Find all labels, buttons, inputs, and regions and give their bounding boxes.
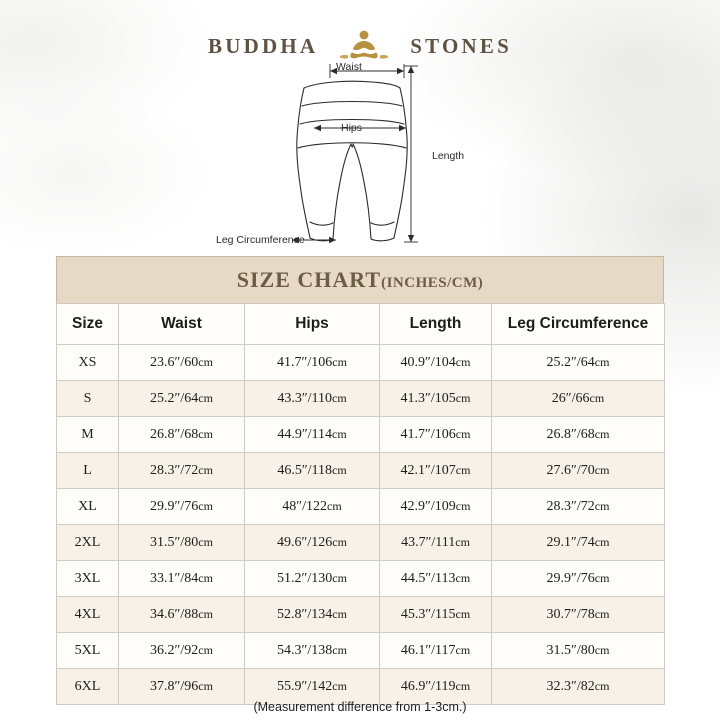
cell-waist: 31.5″/80cm: [119, 525, 245, 561]
cell-size: XS: [57, 345, 119, 381]
cell-waist: 33.1″/84cm: [119, 561, 245, 597]
table-row: [57, 345, 665, 381]
cell-length: 43.7″/111cm: [380, 525, 492, 561]
table-row: [57, 561, 665, 597]
cell-waist: 28.3″/72cm: [119, 453, 245, 489]
unit-suffix: cm: [332, 534, 347, 549]
unit-suffix: cm: [332, 678, 347, 693]
table-row: [57, 417, 665, 453]
unit-suffix: cm: [594, 606, 610, 621]
cell-waist: 34.6″/88cm: [119, 597, 245, 633]
diagram-label-hips: Hips: [341, 122, 363, 134]
size-chart-title-text: SIZE CHART: [236, 267, 382, 292]
cell-hips: 49.6″/126cm: [245, 525, 380, 561]
measurement-diagram: [0, 52, 720, 252]
brand-name-right: STONES: [410, 33, 512, 58]
unit-suffix: cm: [455, 426, 471, 441]
cell-hips: 46.5″/118cm: [245, 453, 380, 489]
unit-suffix: cm: [594, 570, 610, 585]
cell-length: 46.9″/119cm: [380, 669, 492, 705]
cell-waist: 23.6″/60cm: [119, 345, 245, 381]
unit-suffix: cm: [198, 354, 213, 369]
unit-suffix: cm: [594, 426, 610, 441]
cell-leg-circumference: 27.6″/70cm: [492, 453, 665, 489]
pants-outline-icon: [0, 52, 720, 252]
cell-waist: 25.2″/64cm: [119, 381, 245, 417]
cell-length: 42.9″/109cm: [380, 489, 492, 525]
unit-suffix: cm: [455, 678, 471, 693]
unit-suffix: cm: [198, 426, 213, 441]
cell-leg-circumference: 25.2″/64cm: [492, 345, 665, 381]
cell-hips: 44.9″/114cm: [245, 417, 380, 453]
table-row: [57, 633, 665, 669]
cell-waist: 36.2″/92cm: [119, 633, 245, 669]
cell-hips: 43.3″/110cm: [245, 381, 380, 417]
measurement-footnote: (Measurement difference from 1-3cm.): [253, 700, 467, 714]
cell-length: 46.1″/117cm: [380, 633, 492, 669]
unit-suffix: cm: [594, 354, 610, 369]
cell-length: 45.3″/115cm: [380, 597, 492, 633]
unit-suffix: cm: [198, 642, 213, 657]
unit-suffix: cm: [594, 534, 610, 549]
unit-suffix: cm: [455, 390, 471, 405]
column-header-hips: Hips: [245, 304, 380, 345]
cell-size: 4XL: [57, 597, 119, 633]
cell-waist: 29.9″/76cm: [119, 489, 245, 525]
diagram-label-leg-circumference: Leg Circumference: [216, 234, 305, 246]
unit-suffix: cm: [332, 606, 347, 621]
cell-length: 41.7″/106cm: [380, 417, 492, 453]
cell-size: 6XL: [57, 669, 119, 705]
cell-hips: 48″/122cm: [245, 489, 380, 525]
unit-suffix: cm: [455, 462, 471, 477]
cell-size: L: [57, 453, 119, 489]
unit-suffix: cm: [327, 498, 342, 513]
column-header-length: Length: [380, 304, 492, 345]
unit-suffix: cm: [332, 642, 347, 657]
unit-suffix: cm: [455, 354, 471, 369]
unit-suffix: cm: [332, 570, 347, 585]
unit-suffix: cm: [198, 570, 213, 585]
size-table-header: [57, 304, 665, 345]
unit-suffix: cm: [332, 390, 347, 405]
cell-leg-circumference: 29.1″/74cm: [492, 525, 665, 561]
column-header-size: Size: [57, 304, 119, 345]
cell-length: 42.1″/107cm: [380, 453, 492, 489]
cell-leg-circumference: 31.5″/80cm: [492, 633, 665, 669]
cell-leg-circumference: 30.7″/78cm: [492, 597, 665, 633]
unit-suffix: cm: [594, 462, 610, 477]
cell-waist: 26.8″/68cm: [119, 417, 245, 453]
unit-suffix: cm: [332, 354, 347, 369]
cell-hips: 52.8″/134cm: [245, 597, 380, 633]
size-chart-title-units: (INCHES/CM): [381, 275, 484, 291]
column-header-waist: Waist: [119, 304, 245, 345]
cell-leg-circumference: 32.3″/82cm: [492, 669, 665, 705]
cell-leg-circumference: 26.8″/68cm: [492, 417, 665, 453]
cell-hips: 41.7″/106cm: [245, 345, 380, 381]
cell-length: 41.3″/105cm: [380, 381, 492, 417]
cell-waist: 37.8″/96cm: [119, 669, 245, 705]
table-row: [57, 597, 665, 633]
cell-leg-circumference: 26″/66cm: [492, 381, 665, 417]
size-chart-title-bar: [56, 256, 664, 303]
unit-suffix: cm: [455, 606, 471, 621]
size-table-body: [57, 345, 665, 705]
size-chart: [56, 256, 664, 705]
cell-size: S: [57, 381, 119, 417]
diagram-label-waist: Waist: [336, 61, 362, 73]
unit-suffix: cm: [198, 498, 213, 513]
unit-suffix: cm: [589, 390, 605, 405]
cell-length: 40.9″/104cm: [380, 345, 492, 381]
table-row: [57, 489, 665, 525]
table-row: [57, 525, 665, 561]
unit-suffix: cm: [455, 498, 471, 513]
cell-size: XL: [57, 489, 119, 525]
cell-leg-circumference: 29.9″/76cm: [492, 561, 665, 597]
column-header-leg-circumference: Leg Circumference: [492, 304, 665, 345]
unit-suffix: cm: [198, 678, 213, 693]
table-row: [57, 381, 665, 417]
unit-suffix: cm: [594, 642, 610, 657]
unit-suffix: cm: [198, 390, 213, 405]
unit-suffix: cm: [455, 570, 471, 585]
unit-suffix: cm: [455, 642, 471, 657]
cell-size: 3XL: [57, 561, 119, 597]
cell-size: 5XL: [57, 633, 119, 669]
unit-suffix: cm: [198, 606, 213, 621]
diagram-label-length: Length: [432, 150, 465, 162]
page-title: [237, 267, 484, 293]
unit-suffix: cm: [198, 534, 213, 549]
cell-length: 44.5″/113cm: [380, 561, 492, 597]
cell-size: M: [57, 417, 119, 453]
unit-suffix: cm: [594, 498, 610, 513]
cell-hips: 55.9″/142cm: [245, 669, 380, 705]
cell-hips: 51.2″/130cm: [245, 561, 380, 597]
brand-name-left: BUDDHA: [208, 33, 319, 58]
table-row: [57, 453, 665, 489]
unit-suffix: cm: [198, 462, 213, 477]
size-table: [56, 303, 665, 705]
unit-suffix: cm: [455, 534, 470, 549]
cell-hips: 54.3″/138cm: [245, 633, 380, 669]
unit-suffix: cm: [332, 426, 347, 441]
unit-suffix: cm: [594, 678, 610, 693]
cell-size: 2XL: [57, 525, 119, 561]
unit-suffix: cm: [332, 462, 347, 477]
cell-leg-circumference: 28.3″/72cm: [492, 489, 665, 525]
table-header-row: [57, 304, 665, 345]
